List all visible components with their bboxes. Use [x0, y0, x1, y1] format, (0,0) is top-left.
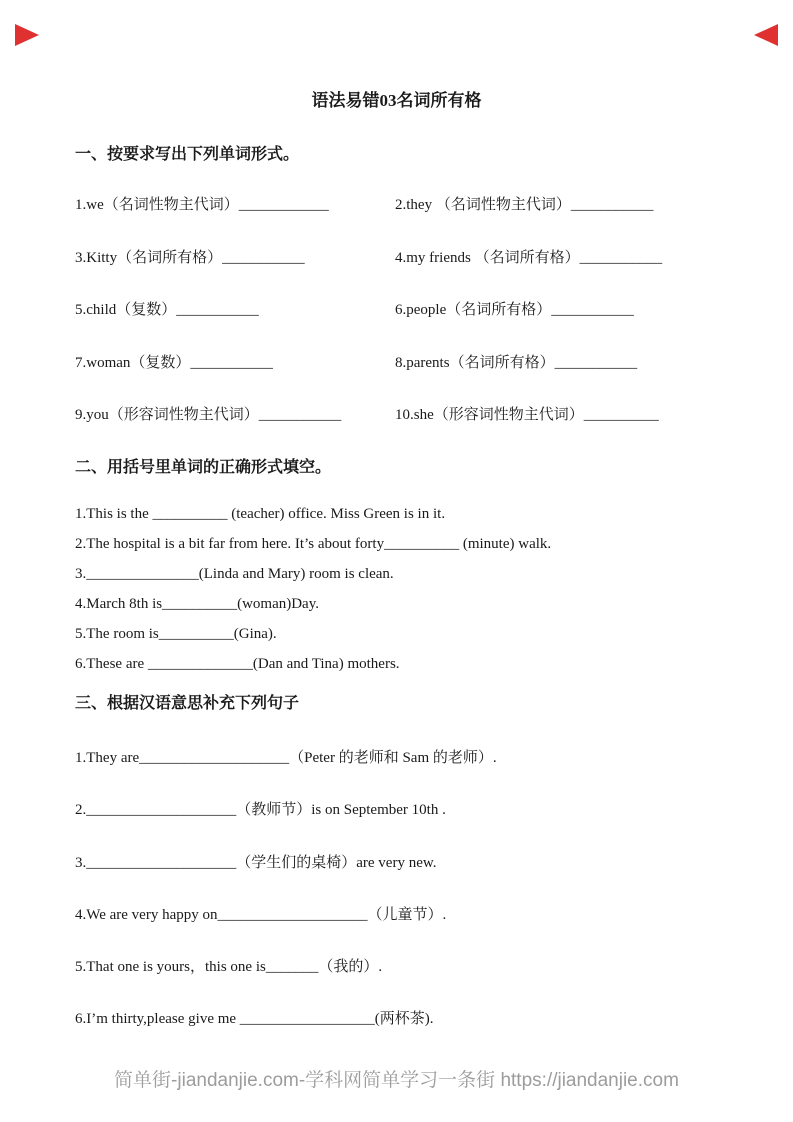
worksheet-item: 10.she（形容词性物主代词）__________	[395, 407, 659, 423]
section-1-items	[75, 196, 723, 459]
page-title: 语法易错03名词所有格	[311, 91, 482, 110]
worksheet-item: 1.This is the __________ (teacher) office. Miss Green is in it.	[75, 506, 446, 522]
worksheet-item: 1.They are____________________（Peter 的老师和 Sam 的老师）.	[75, 750, 497, 766]
worksheet-item: 2.The hospital is a bit far from here. It’s about forty__________ (minute) walk.	[75, 536, 552, 552]
section-2-heading: 二、用括号里单词的正确形式填空。	[75, 459, 332, 476]
worksheet-item: 3.____________________（学生们的桌椅）are very new.	[75, 854, 437, 871]
worksheet-item: 6.I’m thirty,please give me __________________(两杯茶).	[75, 1011, 434, 1028]
worksheet-item: 5.child（复数）___________	[75, 302, 259, 318]
worksheet-item: 3._______________(Linda and Mary) room is clean.	[75, 566, 394, 582]
section-2-items	[75, 505, 723, 685]
worksheet-item: 3.Kitty（名词所有格）___________	[75, 249, 305, 266]
worksheet-item: 4.my friends （名词所有格）___________	[395, 249, 663, 266]
worksheet-item: 2.they （名词性物主代词）___________	[395, 197, 654, 213]
corner-triangle-icon	[754, 24, 778, 46]
footer-watermark: 简单街-jiandanjie.com-学科网简单学习一条街 https://jiandanjie.com	[114, 1070, 679, 1091]
corner-triangle-icon	[15, 24, 39, 46]
worksheet-item: 8.parents（名词所有格）___________	[395, 354, 638, 371]
worksheet-item: 4.March 8th is__________(woman)Day.	[75, 596, 319, 612]
section-1-heading: 一、按要求写出下列单词形式。	[75, 146, 300, 163]
worksheet-item: 1.we（名词性物主代词）____________	[75, 197, 329, 213]
worksheet-item: 7.woman（复数）___________	[75, 354, 273, 371]
worksheet-item: 2.____________________（教师节）is on September 10th .	[75, 802, 446, 819]
worksheet-item: 6.These are ______________(Dan and Tina) mothers.	[75, 656, 400, 672]
section-3-heading: 三、根据汉语意思补充下列句子	[75, 695, 300, 712]
worksheet-item: 5.That one is yours，this one is_______（我的）.	[75, 959, 383, 976]
worksheet-item: 5.The room is__________(Gina).	[75, 626, 277, 642]
worksheet-item: 4.We are very happy on____________________（儿童节）.	[75, 906, 447, 923]
worksheet-item: 9.you（形容词性物主代词）___________	[75, 407, 342, 423]
worksheet-item: 6.people（名词所有格）___________	[395, 302, 634, 318]
section-3-items	[75, 749, 723, 1063]
